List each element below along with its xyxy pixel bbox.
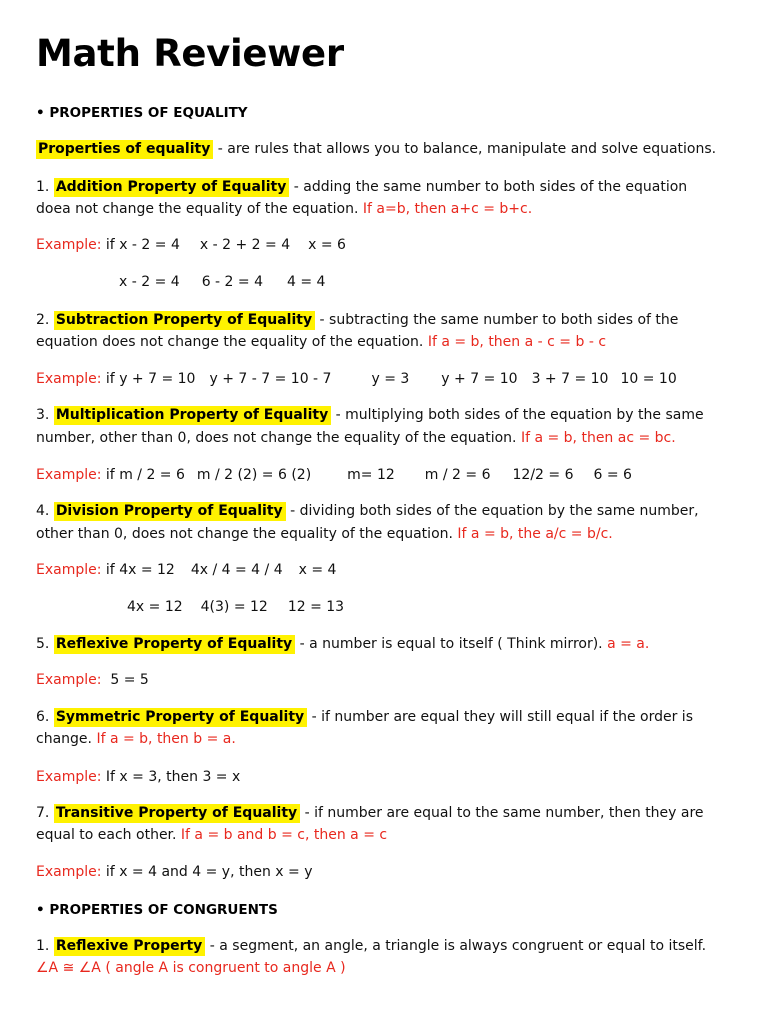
- highlight-term: Reflexive Property: [54, 937, 206, 956]
- property-number: 3.: [36, 407, 54, 423]
- property-4-line1: [36, 500, 699, 522]
- example-step: 4 = 4: [287, 274, 326, 290]
- property-number: 6.: [36, 709, 54, 725]
- highlight-term: Addition Property of Equality: [54, 178, 290, 197]
- example-step: y + 7 = 10: [441, 371, 518, 387]
- example-step: m= 12: [347, 467, 395, 483]
- section-heading-congruents: • PROPERTIES OF CONGRUENTS: [36, 902, 278, 918]
- property-number: 1.: [36, 179, 54, 195]
- property-desc: change.: [36, 731, 97, 747]
- example-step: 4x = 12: [127, 599, 183, 615]
- property-desc: doea not change the equality of the equation.: [36, 201, 363, 217]
- property-2-line2: [36, 331, 606, 353]
- example-step: 4x / 4 = 4 / 4: [190, 562, 283, 578]
- highlight-term: Properties of equality: [36, 140, 213, 159]
- property-desc: number, other than 0, does not change the equality of the equation.: [36, 430, 521, 446]
- example-4-line2: [127, 596, 344, 618]
- property-number: 4.: [36, 503, 54, 519]
- section-heading-equality: • PROPERTIES OF EQUALITY: [36, 105, 248, 121]
- congruent-1-line2: [36, 957, 346, 979]
- highlight-term: Reflexive Property of Equality: [54, 635, 295, 654]
- example-2-line1: [36, 368, 677, 390]
- property-rule: If a = b and b = c, then a = c: [180, 827, 388, 843]
- example-3-line1: [36, 464, 632, 486]
- example-step: m / 2 = 6: [424, 467, 491, 483]
- example-step: x = 4: [298, 562, 337, 578]
- property-6-line1: [36, 706, 693, 728]
- property-1-line1: [36, 176, 687, 198]
- property-desc: - if number are equal they will still equal if the order is: [307, 709, 693, 725]
- example-label: Example:: [36, 769, 102, 785]
- example-label: Example:: [36, 371, 102, 387]
- property-rule: If a = b, then b = a.: [96, 731, 236, 747]
- example-step: if x = 4 and 4 = y, then x = y: [105, 864, 313, 880]
- property-number: 2.: [36, 312, 54, 328]
- example-step: if 4x = 12: [105, 562, 175, 578]
- property-number: 5.: [36, 636, 54, 652]
- example-label: Example:: [36, 237, 102, 253]
- example-step: If x = 3, then 3 = x: [105, 769, 241, 785]
- property-desc: - subtracting the same number to both sides of the: [315, 312, 679, 328]
- property-rule: a = a.: [607, 636, 650, 652]
- property-3-line2: [36, 427, 676, 449]
- property-2-line1: [36, 309, 678, 331]
- property-rule: ∠A ≅ ∠A ( angle A is congruent to angle A ): [36, 960, 346, 976]
- example-label: Example:: [36, 467, 102, 483]
- intro-text: - are rules that allows you to balance, manipulate and solve equations.: [213, 141, 717, 157]
- property-desc: - a segment, an angle, a triangle is always congruent or equal to itself.: [205, 938, 707, 954]
- example-6-line1: [36, 766, 240, 788]
- property-rule: If a=b, then a+c = b+c.: [362, 201, 533, 217]
- example-label: Example:: [36, 864, 102, 880]
- property-4-line2: [36, 523, 613, 545]
- example-step: 3 + 7 = 10: [531, 371, 609, 387]
- property-desc: - if number are equal to the same number, then they are: [300, 805, 704, 821]
- property-rule: If a = b, the a/c = b/c.: [457, 526, 613, 542]
- example-step: 6 = 6: [593, 467, 632, 483]
- property-desc: - multiplying both sides of the equation by the same: [331, 407, 704, 423]
- example-step: y + 7 - 7 = 10 - 7: [209, 371, 332, 387]
- property-desc: - adding the same number to both sides of the equation: [289, 179, 688, 195]
- property-desc: equal to each other.: [36, 827, 181, 843]
- property-desc: - a number is equal to itself ( Think mirror).: [295, 636, 608, 652]
- example-5-line1: [36, 669, 149, 691]
- property-6-line2: [36, 728, 236, 750]
- property-7-line2: [36, 824, 387, 846]
- example-label: Example:: [36, 672, 102, 688]
- property-5-line1: [36, 633, 649, 655]
- example-step: if m / 2 = 6: [105, 467, 185, 483]
- property-desc: other than 0, does not change the equality of the equation.: [36, 526, 458, 542]
- example-step: m / 2 (2) = 6 (2): [196, 467, 312, 483]
- example-step: if x - 2 = 4: [105, 237, 180, 253]
- example-step: 6 - 2 = 4: [201, 274, 263, 290]
- highlight-term: Symmetric Property of Equality: [54, 708, 307, 727]
- example-step: y = 3: [371, 371, 410, 387]
- example-7-line1: [36, 861, 312, 883]
- example-1-line1: [36, 234, 346, 256]
- property-desc: equation does not change the equality of the equation.: [36, 334, 428, 350]
- example-step: 5 = 5: [110, 672, 149, 688]
- example-1-line2: [119, 271, 325, 293]
- example-label: Example:: [36, 562, 102, 578]
- property-number: 1.: [36, 938, 54, 954]
- example-step: x - 2 = 4: [119, 274, 180, 290]
- example-4-line1: [36, 559, 336, 581]
- example-step: 10 = 10: [620, 371, 677, 387]
- example-step: x = 6: [308, 237, 346, 253]
- example-step: 12/2 = 6: [512, 467, 574, 483]
- highlight-term: Division Property of Equality: [54, 502, 286, 521]
- congruent-1-line1: [36, 935, 706, 957]
- property-rule: If a = b, then ac = bc.: [520, 430, 676, 446]
- highlight-term: Subtraction Property of Equality: [54, 311, 315, 330]
- intro-line: [36, 138, 716, 160]
- example-step: 12 = 13: [287, 599, 345, 615]
- example-step: 4(3) = 12: [200, 599, 268, 615]
- property-7-line1: [36, 802, 704, 824]
- page-title: Math Reviewer: [36, 32, 344, 75]
- highlight-term: Multiplication Property of Equality: [54, 406, 331, 425]
- highlight-term: Transitive Property of Equality: [54, 804, 300, 823]
- example-step: if y + 7 = 10: [105, 371, 196, 387]
- property-rule: If a = b, then a - c = b - c: [427, 334, 607, 350]
- property-3-line1: [36, 404, 704, 426]
- property-1-line2: [36, 198, 532, 220]
- property-desc: - dividing both sides of the equation by the same number,: [285, 503, 699, 519]
- example-step: x - 2 + 2 = 4: [199, 237, 291, 253]
- property-number: 7.: [36, 805, 54, 821]
